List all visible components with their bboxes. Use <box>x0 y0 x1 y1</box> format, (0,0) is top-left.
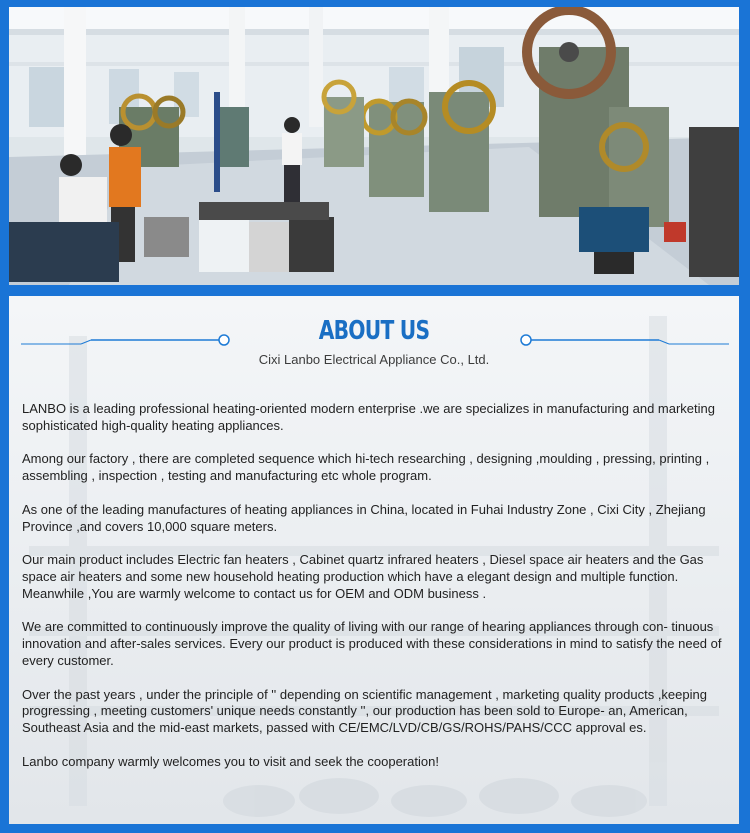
about-body <box>22 401 730 787</box>
factory-photo <box>9 7 739 285</box>
about-us-heading: ABOUT US <box>318 316 430 346</box>
paragraph-production-sequence: Among our factory , there are completed sequence which hi-tech researching , designing ,moulding , pressing, printing , assembling , inspection , testing and manufacturing etc whole program. <box>22 451 710 484</box>
paragraph-welcome: Lanbo company warmly welcomes you to visit and seek the cooperation! <box>22 753 439 769</box>
paragraph-products: Our main product includes Electric fan heaters , Cabinet quartz infrared heaters , Diesel space air heaters and the Gas space air heaters and some new household heating production which have a elegant design and multiple function. Meanwhile ,You are warmly welcome to contact us for OEM and ODM business . <box>22 552 704 601</box>
paragraph-location: As one of the leading manufactures of heating appliances in China, located in Fuhai Industry Zone , Cixi City , Zhejiang Province ,and covers 10,000 square meters. <box>22 501 706 534</box>
paragraph-intro: LANBO is a leading professional heating-oriented modern enterprise .we are specializes in manufacturing and marketing sophisticated high-quality heating appliances. <box>22 401 715 433</box>
company-name: Cixi Lanbo Electrical Appliance Co., Ltd. <box>258 352 490 367</box>
about-panel <box>9 296 739 824</box>
paragraph-commitment: We are committed to continuously improve the quality of living with our range of hearing appliances through con- tinuous innovation and after-sales services. Every our product is produced with these considerations in mind to satisfy the need of every customer. <box>22 619 722 668</box>
paragraph-markets: Over the past years , under the principle of '' depending on scientific management , marketing quality products ,keeping progressing , meeting customers' unique needs constantly '', our production has been sold to Europe- an, American, Southeast Asia and the mid-east markets, passed with CE/EMC/LVD/CB/GS/ROHS/PAHS/CCC approval es. <box>22 686 707 736</box>
